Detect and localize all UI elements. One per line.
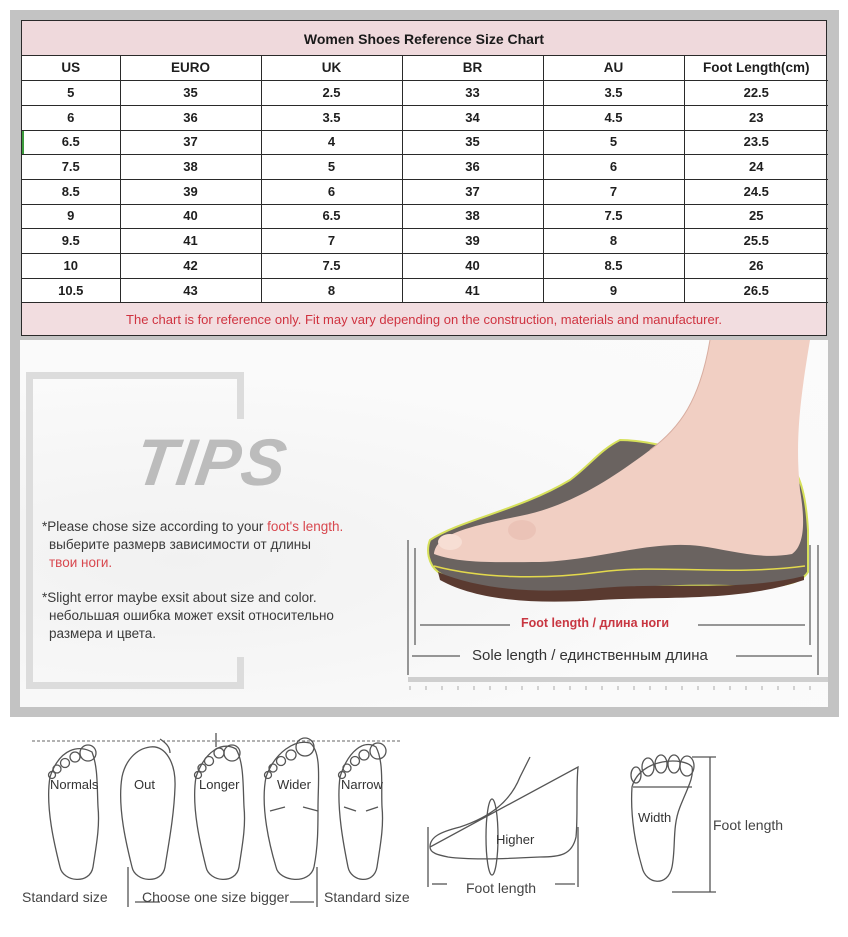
cell-uk: 6	[261, 179, 402, 204]
tip-slight-error: *Slight error maybe exsit about size and color. небольшая ошибка может exsit относительно размера и цвета.	[42, 590, 334, 641]
cell-us: 9.5	[22, 229, 120, 254]
side-view-higher-label: Higher	[496, 832, 535, 847]
cell-uk: 4	[261, 130, 402, 155]
cell-euro: 43	[120, 278, 261, 303]
table-row	[22, 130, 828, 155]
cell-foot-length: 24	[684, 155, 828, 180]
cell-br: 39	[402, 229, 543, 254]
column-header-au: AU	[543, 56, 684, 81]
cell-br: 37	[402, 179, 543, 204]
tips-panel	[20, 340, 828, 707]
column-header-uk: UK	[261, 56, 402, 81]
column-header-foot-length: Foot Length(cm)	[684, 56, 828, 81]
cell-euro: 36	[120, 105, 261, 130]
cell-foot-length: 23.5	[684, 130, 828, 155]
foot-type-longer: Longer	[199, 777, 240, 792]
table-row	[22, 229, 828, 254]
cell-euro: 37	[120, 130, 261, 155]
column-header-euro: EURO	[120, 56, 261, 81]
cell-br: 36	[402, 155, 543, 180]
size-table	[22, 56, 828, 303]
cell-uk: 7	[261, 229, 402, 254]
cell-br: 33	[402, 81, 543, 106]
cell-euro: 38	[120, 155, 261, 180]
cell-us: 10.5	[22, 278, 120, 303]
cell-us: 8.5	[22, 179, 120, 204]
caption-standard-size-left: Standard size	[22, 889, 108, 905]
top-view-width-label: Width	[638, 810, 672, 825]
cell-br: 34	[402, 105, 543, 130]
table-row	[22, 105, 828, 130]
cell-euro: 42	[120, 254, 261, 279]
cell-euro: 39	[120, 179, 261, 204]
cell-foot-length: 25.5	[684, 229, 828, 254]
foot-type-out: Out	[134, 777, 155, 792]
cell-au: 5	[543, 130, 684, 155]
sole-length-label: Sole length / единственным длина	[472, 647, 708, 664]
caption-standard-size-right: Standard size	[324, 889, 410, 905]
cell-foot-length: 26.5	[684, 278, 828, 303]
size-chart-title: Women Shoes Reference Size Chart	[22, 21, 826, 56]
table-row	[22, 155, 828, 180]
foot-type-normals: Normals	[50, 777, 99, 792]
cell-uk: 2.5	[261, 81, 402, 106]
cell-us: 7.5	[22, 155, 120, 180]
cell-au: 7.5	[543, 204, 684, 229]
cell-br: 38	[402, 204, 543, 229]
cell-au: 7	[543, 179, 684, 204]
foot-type-narrow: Narrow	[341, 777, 383, 792]
tips-bracket-decoration	[26, 372, 244, 419]
table-header-row	[22, 56, 828, 81]
cell-us: 6	[22, 105, 120, 130]
cell-foot-length: 25	[684, 204, 828, 229]
table-row	[22, 254, 828, 279]
cell-euro: 35	[120, 81, 261, 106]
table-row	[22, 204, 828, 229]
cell-br: 35	[402, 130, 543, 155]
cell-euro: 40	[120, 204, 261, 229]
cell-au: 8	[543, 229, 684, 254]
cell-uk: 6.5	[261, 204, 402, 229]
table-row	[22, 278, 828, 303]
caption-choose-bigger: Choose one size bigger	[142, 889, 290, 905]
foot-length-label: Foot length / длина ноги	[521, 616, 670, 630]
foot-type-wider: Wider	[277, 777, 311, 792]
cell-uk: 3.5	[261, 105, 402, 130]
column-header-br: BR	[402, 56, 543, 81]
cell-au: 3.5	[543, 81, 684, 106]
cell-br: 40	[402, 254, 543, 279]
table-row	[22, 81, 828, 106]
cell-foot-length: 22.5	[684, 81, 828, 106]
cell-uk: 8	[261, 278, 402, 303]
cell-us: 10	[22, 254, 120, 279]
cell-uk: 5	[261, 155, 402, 180]
cell-au: 6	[543, 155, 684, 180]
size-chart	[21, 20, 827, 336]
tip-foot-length: *Please chose size according to your foot's length. выберите размерв зависимости от длины твои ноги.	[42, 519, 344, 570]
cell-us: 9	[22, 204, 120, 229]
side-view-foot-length-label: Foot length	[466, 880, 537, 896]
cell-uk: 7.5	[261, 254, 402, 279]
column-header-us: US	[22, 56, 120, 81]
cell-us: 5	[22, 81, 120, 106]
foot-measurement-illustration	[400, 340, 828, 707]
cell-br: 41	[402, 278, 543, 303]
cell-au: 4.5	[543, 105, 684, 130]
cell-foot-length: 26	[684, 254, 828, 279]
cell-euro: 41	[120, 229, 261, 254]
foot-length-highlight: foot's length.	[267, 519, 344, 534]
cell-us: 6.5	[22, 130, 120, 155]
top-view-foot-length-label: Foot length	[713, 817, 784, 833]
size-chart-disclaimer: The chart is for reference only. Fit may vary depending on the construction, materials and manufacturer.	[22, 303, 826, 335]
cell-foot-length: 24.5	[684, 179, 828, 204]
cell-au: 8.5	[543, 254, 684, 279]
cell-foot-length: 23	[684, 105, 828, 130]
cell-au: 9	[543, 278, 684, 303]
table-row	[22, 179, 828, 204]
tips-title: TIPS	[130, 425, 292, 499]
tips-bracket-decoration	[26, 419, 33, 689]
foot-shape-guide	[0, 717, 848, 937]
tips-bracket-decoration	[26, 657, 244, 689]
